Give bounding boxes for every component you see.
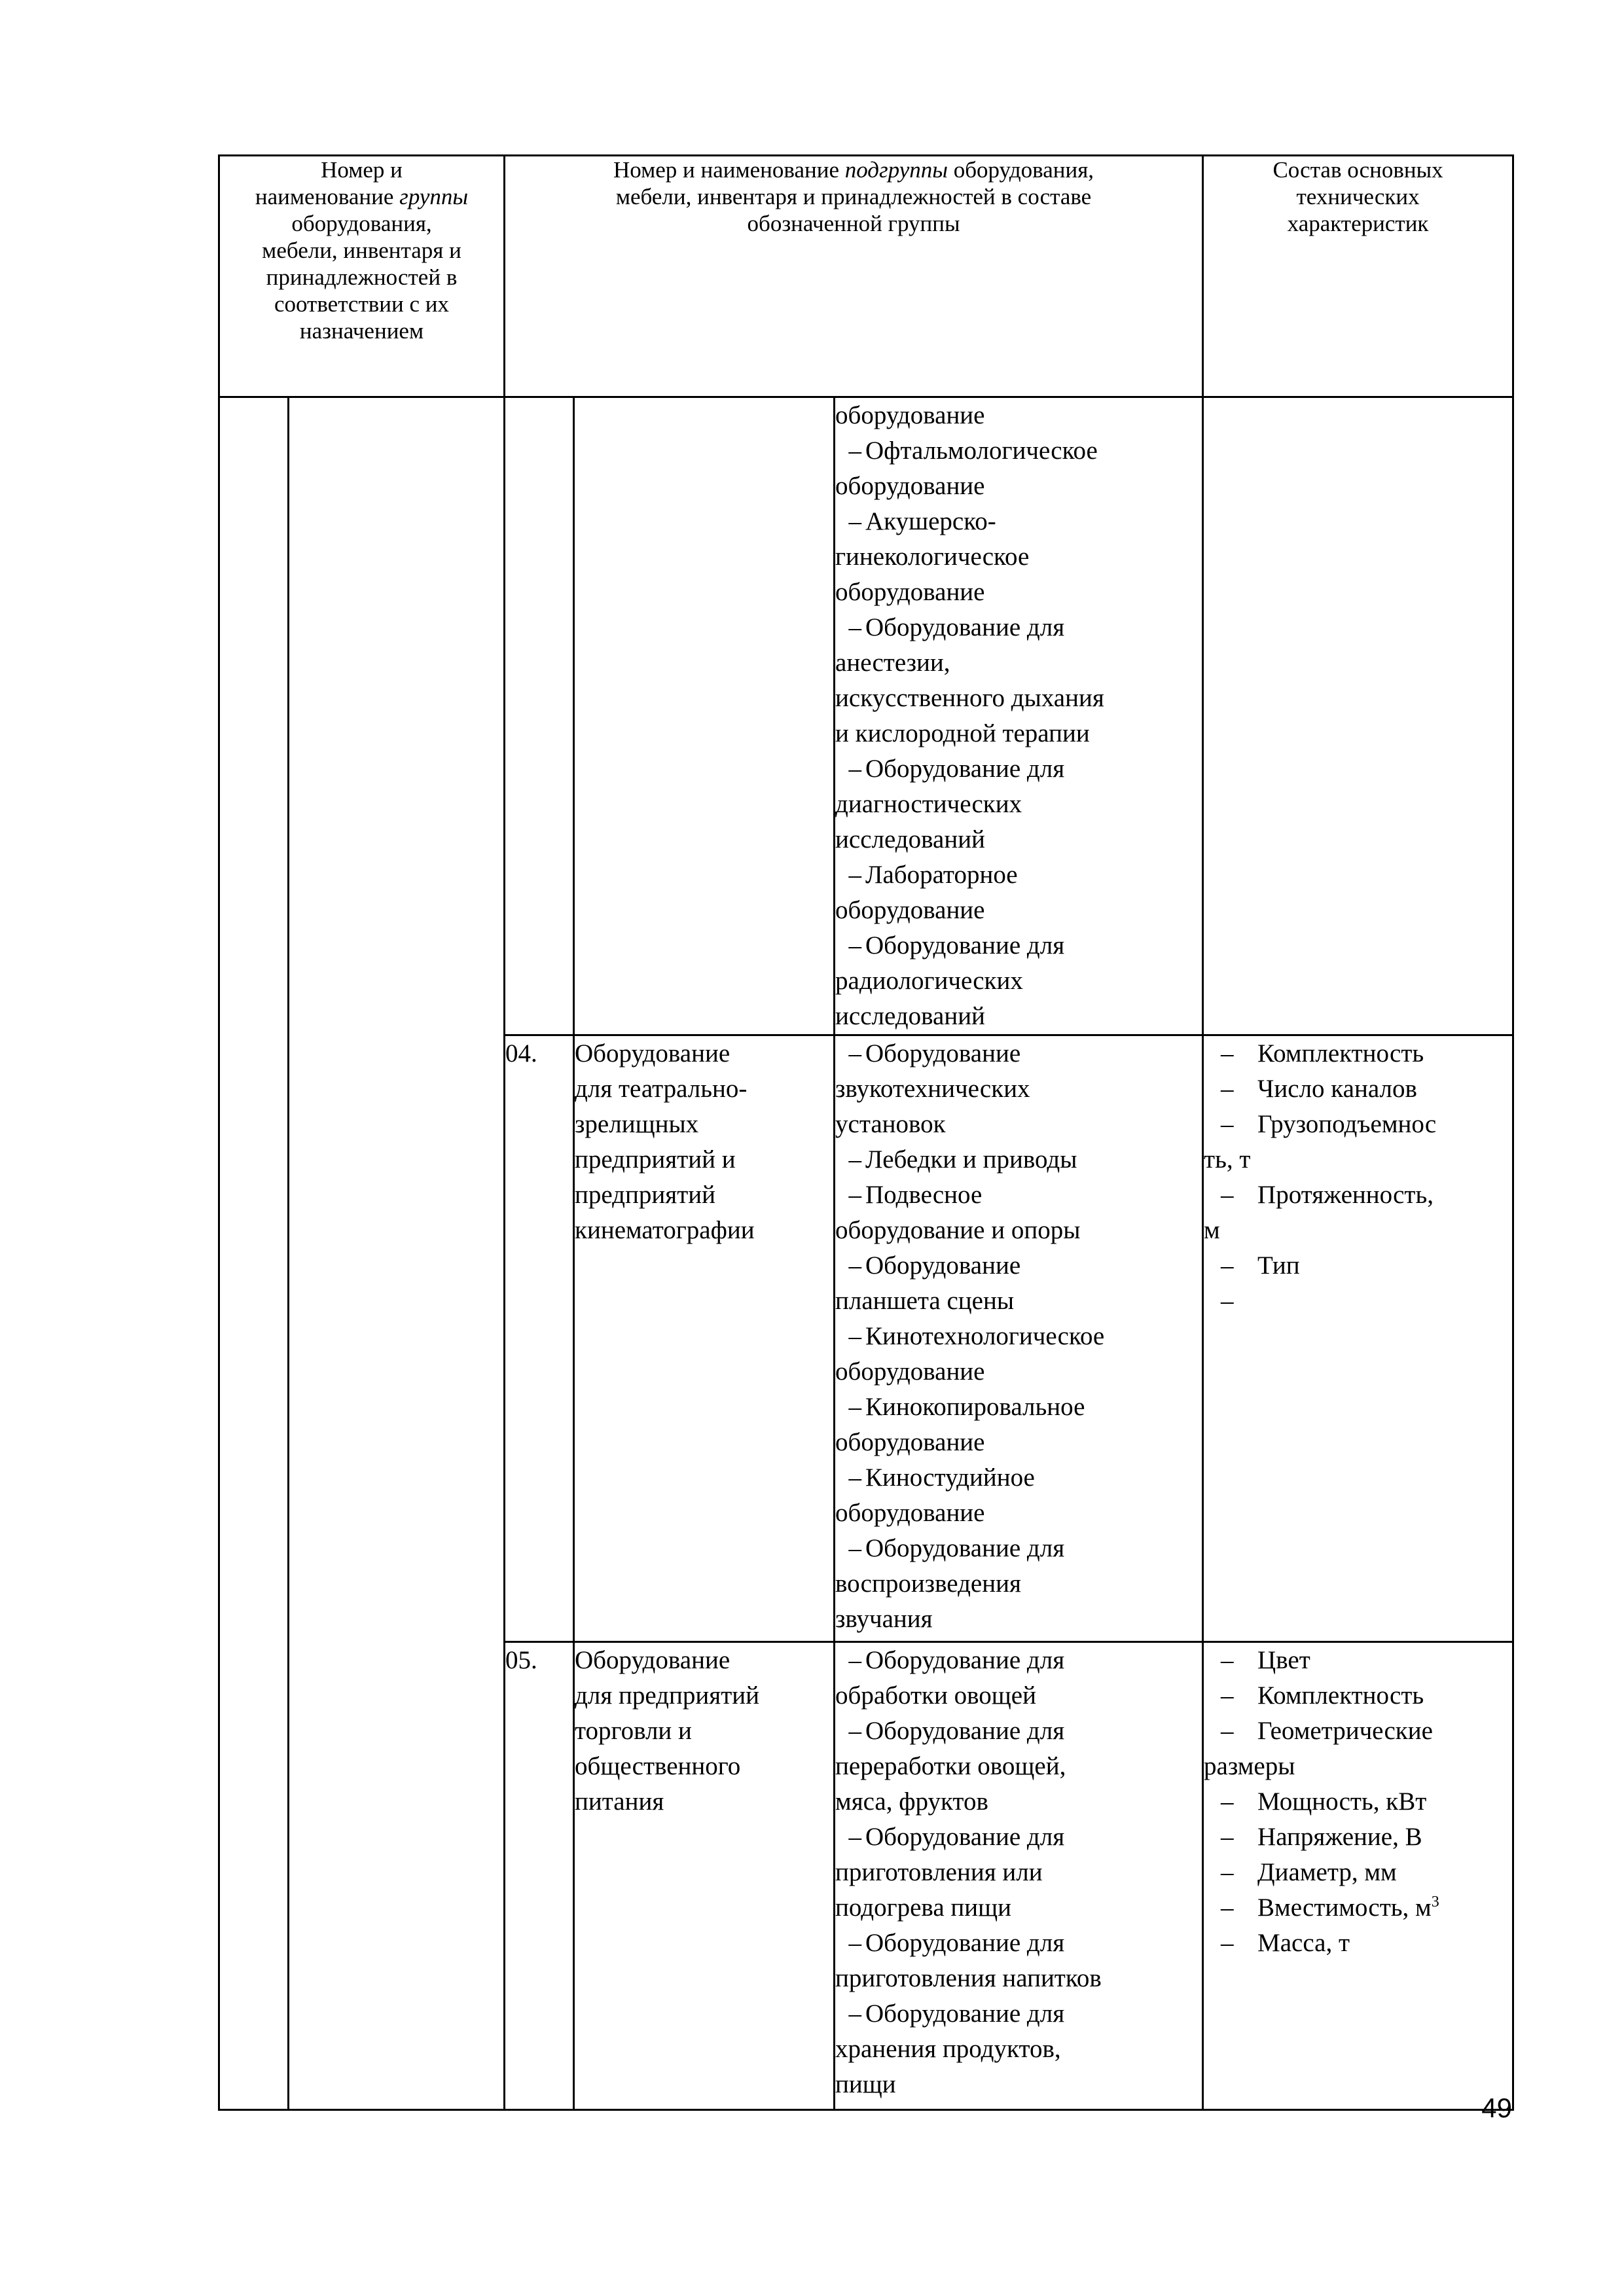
list-item-text: оборудование [835,896,985,924]
list-item [835,928,1202,1034]
list-item-text: Оборудование для [865,1929,1065,1957]
characteristics-cell [1203,397,1513,1035]
subgroup-number-cell [505,1035,574,1642]
characteristics-cell [1203,1035,1513,1642]
header-group-column [219,156,505,397]
characteristic-item [1204,1177,1512,1248]
characteristic-text: Напряжение, В [1257,1823,1422,1851]
list-item-text: оборудование [835,401,985,429]
list-item [835,1531,1202,1637]
group-number-cell [219,397,289,2110]
characteristic-item [1204,1926,1512,1961]
list-item [835,1390,1202,1460]
subgroup-name-line: для предприятий [575,1681,759,1710]
dash-marker: – [848,1929,862,1957]
characteristic-text: Геометрические [1257,1717,1433,1745]
dash-marker: – [848,1717,862,1745]
list-item-text: оборудование [835,578,985,606]
subgroup-number: 05. [505,1646,537,1674]
table-row [219,397,1513,1035]
list-item-text: Оборудование [865,1039,1021,1067]
dash-marker: – [848,931,862,960]
characteristic-text: ть, т [1204,1145,1251,1174]
subgroup-name-line: предприятий и [575,1145,736,1174]
list-item-text: искусственного дыхания [835,684,1104,712]
list-item-text: мяса, фруктов [835,1787,988,1816]
list-item [835,857,1202,928]
characteristic-item [1204,1784,1512,1820]
subgroup-name-cell [574,1642,835,2110]
dash-marker: – [848,507,862,535]
subgroup-name-cell [574,1035,835,1642]
characteristic-text: Диаметр, мм [1257,1858,1397,1886]
list-item-text: Оборудование для [865,1717,1065,1745]
characteristic-item [1204,1283,1512,1319]
dash-marker: – [1221,1717,1234,1745]
dash-marker: – [1221,1787,1234,1816]
list-item-text: оборудование и опоры [835,1216,1081,1244]
characteristic-text: Вместимость, м [1257,1893,1432,1922]
subgroup-items-cell [835,1642,1203,2110]
header-group-line: оборудования, [291,211,432,236]
list-item-text: гинекологическое [835,543,1030,571]
subgroup-name-line: предприятий [575,1181,715,1209]
characteristic-item [1204,1820,1512,1855]
dash-marker: – [848,1463,862,1492]
characteristic-item [1204,1036,1512,1071]
characteristic-text: Протяженность, [1257,1181,1434,1209]
header-group-line: наименование [255,184,400,209]
list-item [835,1460,1202,1531]
list-item [835,610,1202,751]
list-item [835,1820,1202,1926]
list-item [835,1926,1202,1996]
dash-marker: – [1221,1646,1234,1674]
header-group-line: Номер и [321,157,403,183]
list-item-text: анестезии, [835,649,950,677]
dash-marker: – [848,755,862,783]
list-item [835,1036,1202,1142]
list-item-text: радиологических [835,967,1023,995]
list-item-text: хранения продуктов, [835,2035,1061,2063]
header-group-line: соответствии с их [274,291,450,317]
dash-marker: – [848,613,862,641]
header-group-line: принадлежностей в [266,264,458,290]
header-subgroup-line: обозначенной группы [747,211,960,236]
list-item-text: Оборудование для [865,755,1065,783]
characteristic-text: Мощность, кВт [1257,1787,1427,1816]
dash-marker: – [1221,1823,1234,1851]
list-item-text: оборудование [835,1357,985,1386]
characteristic-text: Цвет [1257,1646,1310,1674]
header-char-line: технических [1296,184,1420,209]
characteristic-item [1204,1071,1512,1107]
list-item-text: звукотехнических [835,1075,1030,1103]
list-item [835,433,1202,504]
list-item [835,1643,1202,1713]
subgroup-name-line: питания [575,1787,664,1816]
list-item-text: и кислородной терапии [835,719,1090,747]
list-item-text: диагностических [835,790,1022,818]
characteristic-item [1204,1248,1512,1283]
characteristic-text: м [1204,1216,1220,1244]
list-item-text: пищи [835,2070,896,2098]
list-item [835,1177,1202,1248]
characteristic-item [1204,1890,1512,1926]
list-item-text: подогрева пищи [835,1893,1012,1922]
characteristic-text: Тип [1257,1251,1300,1280]
characteristic-item [1204,1855,1512,1890]
list-item-text: Оборудование для [865,613,1065,641]
dash-marker: – [848,861,862,889]
dash-marker: – [848,1181,862,1209]
subgroup-number-cell [505,397,574,1035]
subgroup-name-line: общественного [575,1752,741,1780]
dash-marker: – [848,1145,862,1174]
list-item [835,751,1202,857]
dash-marker: – [848,1251,862,1280]
subgroup-name-line: Оборудование [575,1646,731,1674]
list-item-text: планшета сцены [835,1287,1015,1315]
list-item-text: Оборудование для [865,1646,1065,1674]
dash-marker: – [848,1823,862,1851]
header-char-line: Состав основных [1272,157,1443,183]
dash-marker: – [848,1393,862,1421]
list-item [835,504,1202,610]
dash-marker: – [1221,1039,1234,1067]
list-item-text: Лабораторное [865,861,1018,889]
dash-marker: – [848,1039,862,1067]
characteristic-item [1204,1713,1512,1784]
list-item-text: приготовления или [835,1858,1043,1886]
header-group-line: назначением [299,318,424,344]
superscript: 3 [1431,1893,1439,1910]
list-item-text: Оборудование для [865,931,1065,960]
header-group-italic: группы [399,184,469,209]
list-item-text: установок [835,1110,946,1138]
table-header-row [219,156,1513,397]
header-subgroup-column [505,156,1203,397]
list-item [835,398,1202,433]
dash-marker: – [848,1646,862,1674]
header-group-line: мебели, инвентаря и [262,238,461,263]
list-item [835,1142,1202,1177]
list-item-text: исследований [835,825,985,853]
characteristic-text: Масса, т [1257,1929,1350,1957]
header-subgroup-line: Номер и наименование [613,157,845,183]
list-item-text: Оборудование для [865,1534,1065,1562]
subgroup-name-line: торговли и [575,1717,692,1745]
dash-marker: – [1221,1075,1234,1103]
characteristic-item [1204,1107,1512,1177]
list-item [835,1713,1202,1820]
characteristic-item [1204,1643,1512,1678]
subgroup-items-cell [835,397,1203,1035]
list-item-text: Оборудование для [865,2000,1065,2028]
dash-marker: – [1221,1110,1234,1138]
list-item-text: обработки овощей [835,1681,1036,1710]
dash-marker: – [848,1534,862,1562]
dash-marker: – [848,437,862,465]
list-item-text: исследований [835,1002,985,1030]
list-item [835,1248,1202,1319]
subgroup-name-line: Оборудование [575,1039,731,1067]
header-subgroup-line: мебели, инвентаря и принадлежностей в составе [615,184,1092,209]
list-item-text: Офтальмологическое [865,437,1098,465]
list-item-text: воспроизведения [835,1570,1021,1598]
list-item-text: Оборудование [865,1251,1021,1280]
list-item-text: Акушерско- [865,507,996,535]
list-item [835,1319,1202,1390]
group-name-cell [289,397,505,2110]
list-item-text: Кинокопировальное [865,1393,1085,1421]
subgroup-name-line: кинематографии [575,1216,755,1244]
subgroup-number: 04. [505,1039,537,1067]
list-item-text: оборудование [835,1499,985,1527]
list-item-text: Кинотехнологическое [865,1322,1105,1350]
list-item-text: оборудование [835,1428,985,1456]
characteristic-text: Комплектность [1257,1039,1424,1067]
subgroup-name-cell [574,397,835,1035]
dash-marker: – [1221,1181,1234,1209]
list-item-text: оборудование [835,472,985,500]
list-item-text: Подвесное [865,1181,983,1209]
dash-marker: – [1221,1681,1234,1710]
characteristic-text: размеры [1204,1752,1295,1780]
subgroup-items-cell [835,1035,1203,1642]
characteristic-text: Комплектность [1257,1681,1424,1710]
dash-marker: – [848,1322,862,1350]
list-item-text: Оборудование для [865,1823,1065,1851]
dash-marker: – [1221,1287,1234,1315]
page-number: 49 [1481,2092,1512,2123]
dash-marker: – [848,2000,862,2028]
characteristic-text: Грузоподъемнос [1257,1110,1437,1138]
subgroup-number-cell [505,1642,574,2110]
dash-marker: – [1221,1929,1234,1957]
equipment-table [218,154,1514,2111]
list-item [835,1996,1202,2102]
subgroup-name-line: зрелищных [575,1110,699,1138]
list-item-text: переработки овощей, [835,1752,1066,1780]
list-item-text: Лебедки и приводы [865,1145,1077,1174]
characteristic-item [1204,1678,1512,1713]
characteristic-text: Число каналов [1257,1075,1417,1103]
dash-marker: – [1221,1858,1234,1886]
subgroup-name-line: для театрально- [575,1075,748,1103]
list-item-text: Киностудийное [865,1463,1035,1492]
header-subgroup-line: оборудования, [947,157,1094,183]
header-subgroup-italic: подгруппы [844,157,948,183]
list-item-text: приготовления напитков [835,1964,1102,1992]
dash-marker: – [1221,1251,1234,1280]
dash-marker: – [1221,1893,1234,1922]
header-char-line: характеристик [1287,211,1429,236]
list-item-text: звучания [835,1605,933,1633]
characteristics-cell [1203,1642,1513,2110]
header-characteristics-column [1203,156,1513,397]
